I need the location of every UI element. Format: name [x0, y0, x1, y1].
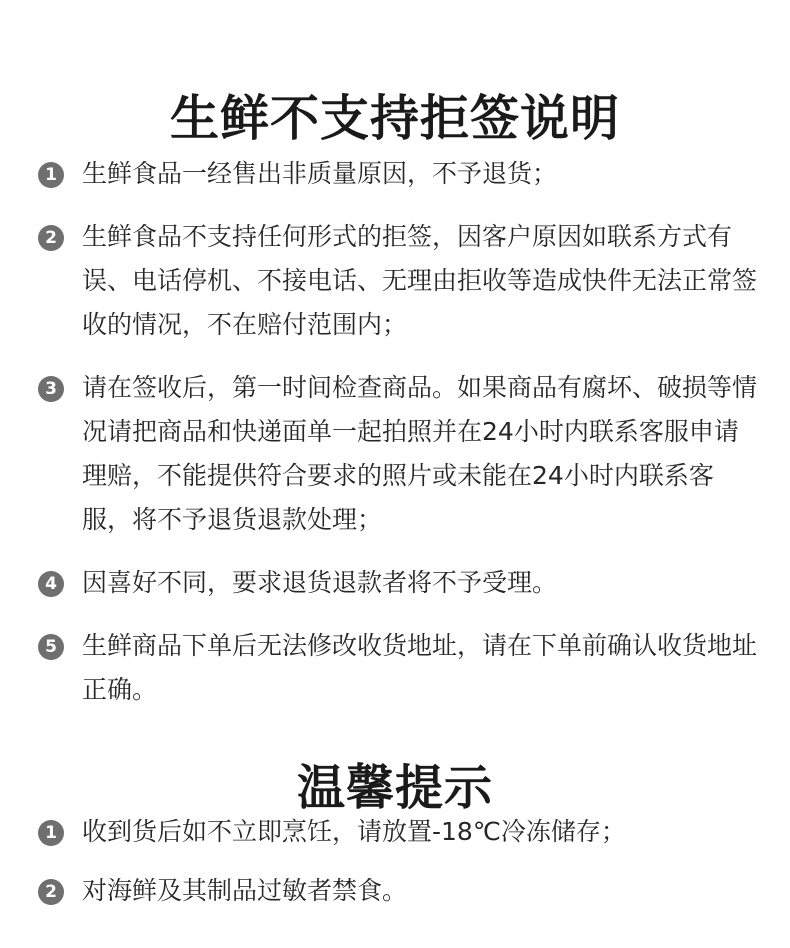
rule-item	[38, 152, 758, 196]
rule-text: 生鲜食品不支持任何形式的拒签，因客户原因如联系方式有误、电话停机、不接电话、无理由拒收等造成快件无法正常签收的情况，不在赔付范围内；	[82, 222, 758, 339]
main-title: 生鲜不支持拒签说明	[169, 89, 620, 147]
rule-text: 生鲜食品一经售出非质量原因，不予退货；	[82, 159, 558, 188]
rule-text: 生鲜商品下单后无法修改收货地址，请在下单前确认收货地址正确。	[82, 631, 758, 704]
rule-text: 请在签收后，第一时间检查商品。如果商品有腐坏、破损等情况请把商品和快递面单一起拍照并在24小时内联系客服申请理赔，不能提供符合要求的照片或未能在24小时内联系客服，将不予退货退款处理；	[82, 373, 758, 534]
number-badge-icon: 1	[38, 162, 64, 188]
rule-text: 因喜好不同，要求退货退款者将不予受理。	[82, 568, 558, 597]
number-badge-icon: 2	[38, 879, 64, 905]
tip-text: 收到货后如不立即烹饪，请放置-18℃冷冻储存；	[82, 817, 626, 846]
tip-item	[38, 810, 758, 854]
tip-item	[38, 869, 758, 913]
tips-list	[38, 810, 758, 928]
rule-item	[38, 624, 758, 712]
number-badge-icon: 1	[38, 820, 64, 846]
rule-item	[38, 215, 758, 347]
number-badge-icon: 4	[38, 571, 64, 597]
number-badge-icon: 5	[38, 634, 64, 660]
rule-item	[38, 561, 758, 605]
number-badge-icon: 3	[38, 376, 64, 402]
number-badge-icon: 2	[38, 225, 64, 251]
rule-item	[38, 366, 758, 542]
tips-title: 温馨提示	[296, 759, 493, 816]
rules-list	[38, 152, 758, 712]
tip-text: 对海鲜及其制品过敏者禁食。	[82, 876, 408, 905]
